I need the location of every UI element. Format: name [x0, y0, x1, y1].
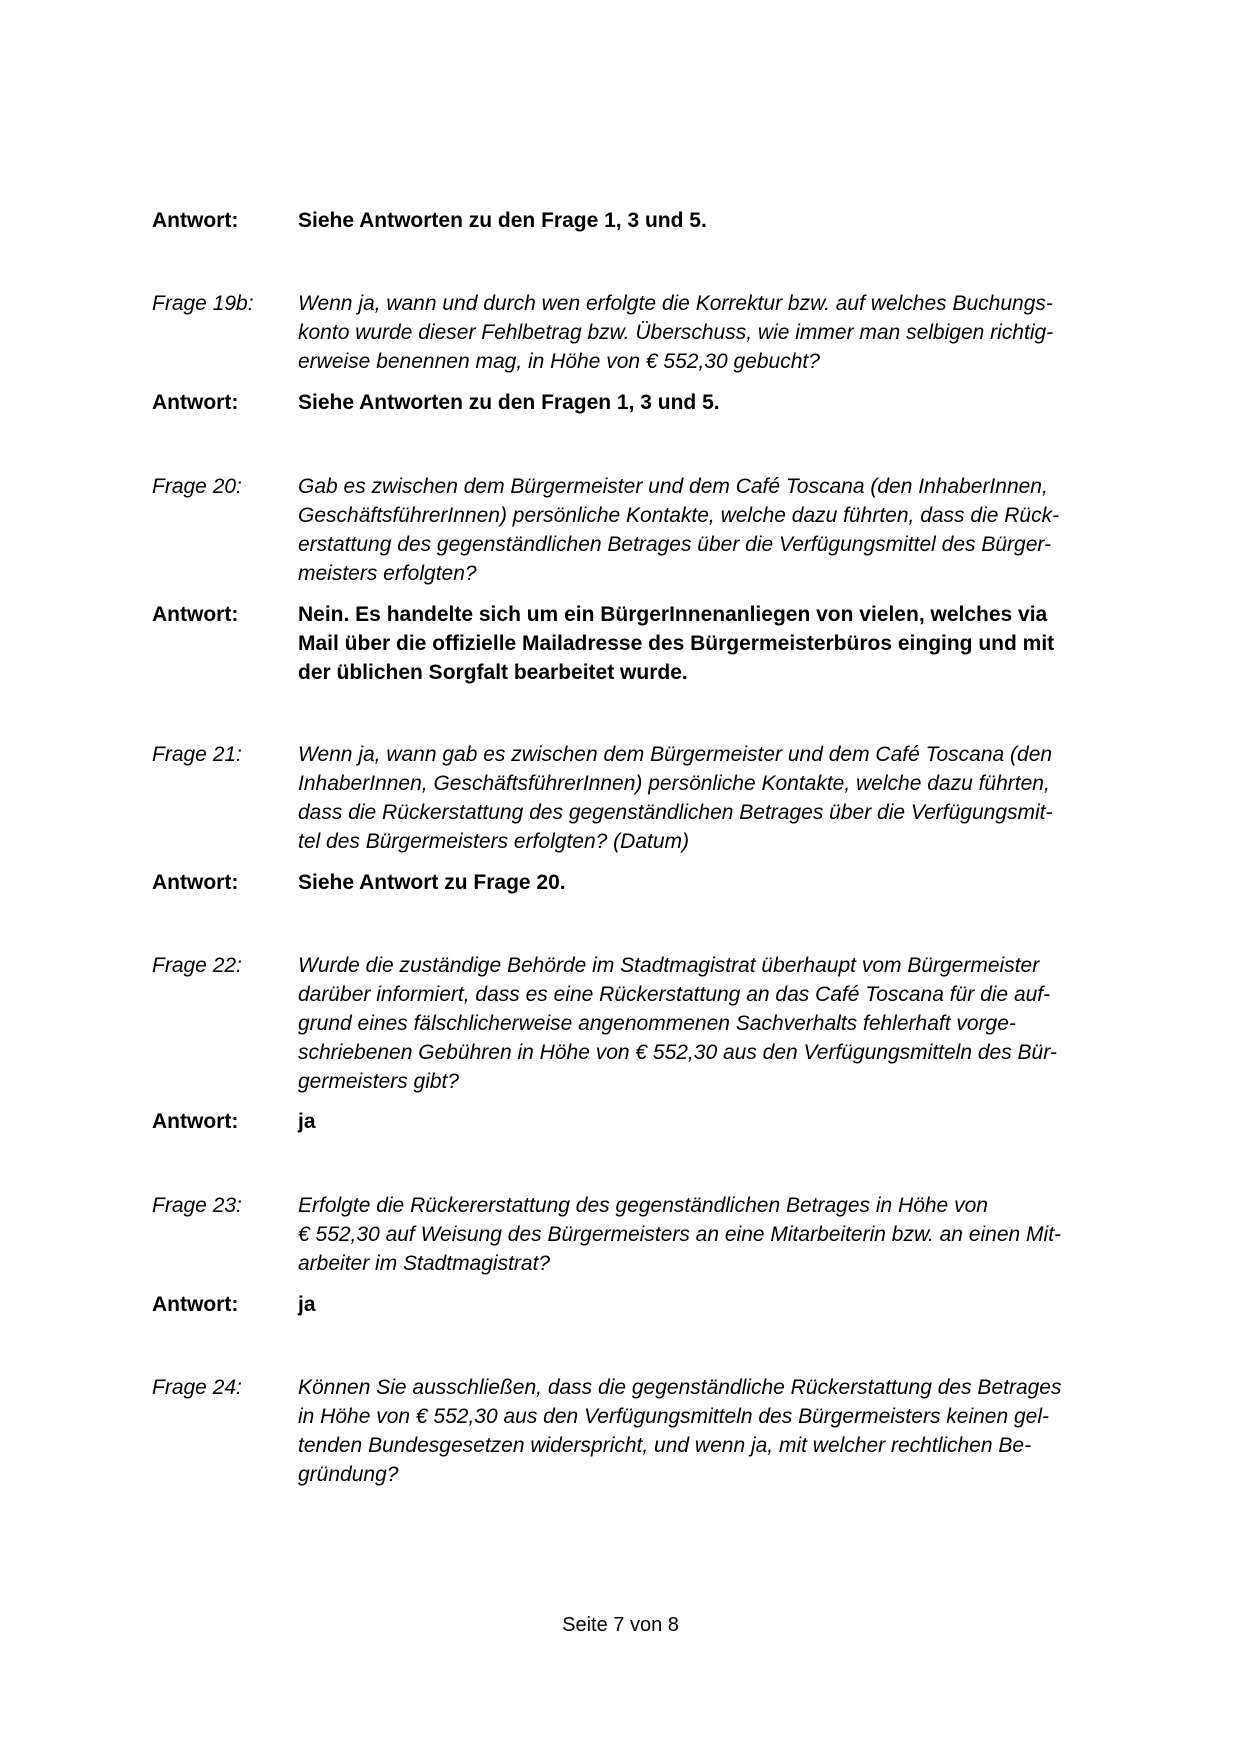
question-label: Frage 20: [152, 475, 242, 498]
question-label: Frage 21: [152, 743, 242, 766]
question-label: Frage 22: [152, 954, 242, 977]
answer-label: Antwort: [152, 603, 239, 626]
answer-label: Antwort: [152, 1293, 239, 1316]
answer-text: ja [298, 1293, 316, 1316]
answer-label: Antwort: [152, 871, 239, 894]
question-label: Frage 24: [152, 1376, 242, 1399]
answer-text: Siehe Antworten zu den Fragen 1, 3 und 5. [298, 391, 720, 414]
question-text: Wenn ja, wann gab es zwischen dem Bürgermeister und dem Café Toscana (den InhaberInnen, GeschäftsführerInnen) persönliche Kontakte, welche dazu führten, dass die Rückerstattung des gegenständlichen Betrages über die Verfügungsmit- tel des Bürgermeisters erfolgten? (Datum) [298, 743, 1053, 853]
question-text: Gab es zwischen dem Bürgermeister und dem Café Toscana (den InhaberInnen, GeschäftsführerInnen) persönliche Kontakte, welche dazu führten, dass die Rück- erstattung des gegenständlichen Betrages über die Verfügungsmittel des Bürger- meisters erfolgten? [298, 475, 1060, 585]
answer-text: Siehe Antworten zu den Frage 1, 3 und 5. [298, 209, 707, 232]
answer-label: Antwort: [152, 391, 239, 414]
question-text: Können Sie ausschließen, dass die gegenständliche Rückerstattung des Betrages in Höhe von € 552,30 aus den Verfügungsmitteln des Bürgermeisters keinen gel- tenden Bundesgesetzen widerspricht, und wenn ja, mit welcher rechtlichen Be- gründung? [298, 1376, 1062, 1486]
page-number: Seite 7 von 8 [562, 1614, 679, 1636]
question-text: Erfolgte die Rückererstattung des gegenständlichen Betrages in Höhe von € 552,30 auf Weisung des Bürgermeisters an eine Mitarbeiterin bzw. an einen Mit- arbeiter im Stadtmagistrat? [298, 1194, 1062, 1275]
answer-label: Antwort: [152, 1110, 239, 1133]
answer-label: Antwort: [152, 209, 239, 232]
answer-text: ja [298, 1110, 316, 1133]
question-label: Frage 23: [152, 1194, 242, 1217]
answer-text: Nein. Es handelte sich um ein BürgerInnenanliegen von vielen, welches via Mail über die offizielle Mailadresse des Bürgermeisterbüros einging und mit der üblichen Sorgfalt bearbeitet wurde. [298, 603, 1055, 684]
question-text: Wenn ja, wann und durch wen erfolgte die Korrektur bzw. auf welches Buchungs- konto wurde dieser Fehlbetrag bzw. Überschuss, wie immer man selbigen richtig- erweise benennen mag, in Höhe von € 552,30 gebucht? [298, 292, 1054, 373]
answer-text: Siehe Antwort zu Frage 20. [298, 871, 566, 894]
question-label: Frage 19b: [152, 292, 254, 315]
question-text: Wurde die zuständige Behörde im Stadtmagistrat überhaupt vom Bürgermeister darüber informiert, dass es eine Rückerstattung an das Café Toscana für die auf- grund eines fälschlicherweise angenommenen Sachverhalts fehlerhaft vorge- schriebenen Gebühren in Höhe von € 552,30 aus den Verfügungsmitteln des Bür- germeisters gibt? [298, 954, 1057, 1093]
